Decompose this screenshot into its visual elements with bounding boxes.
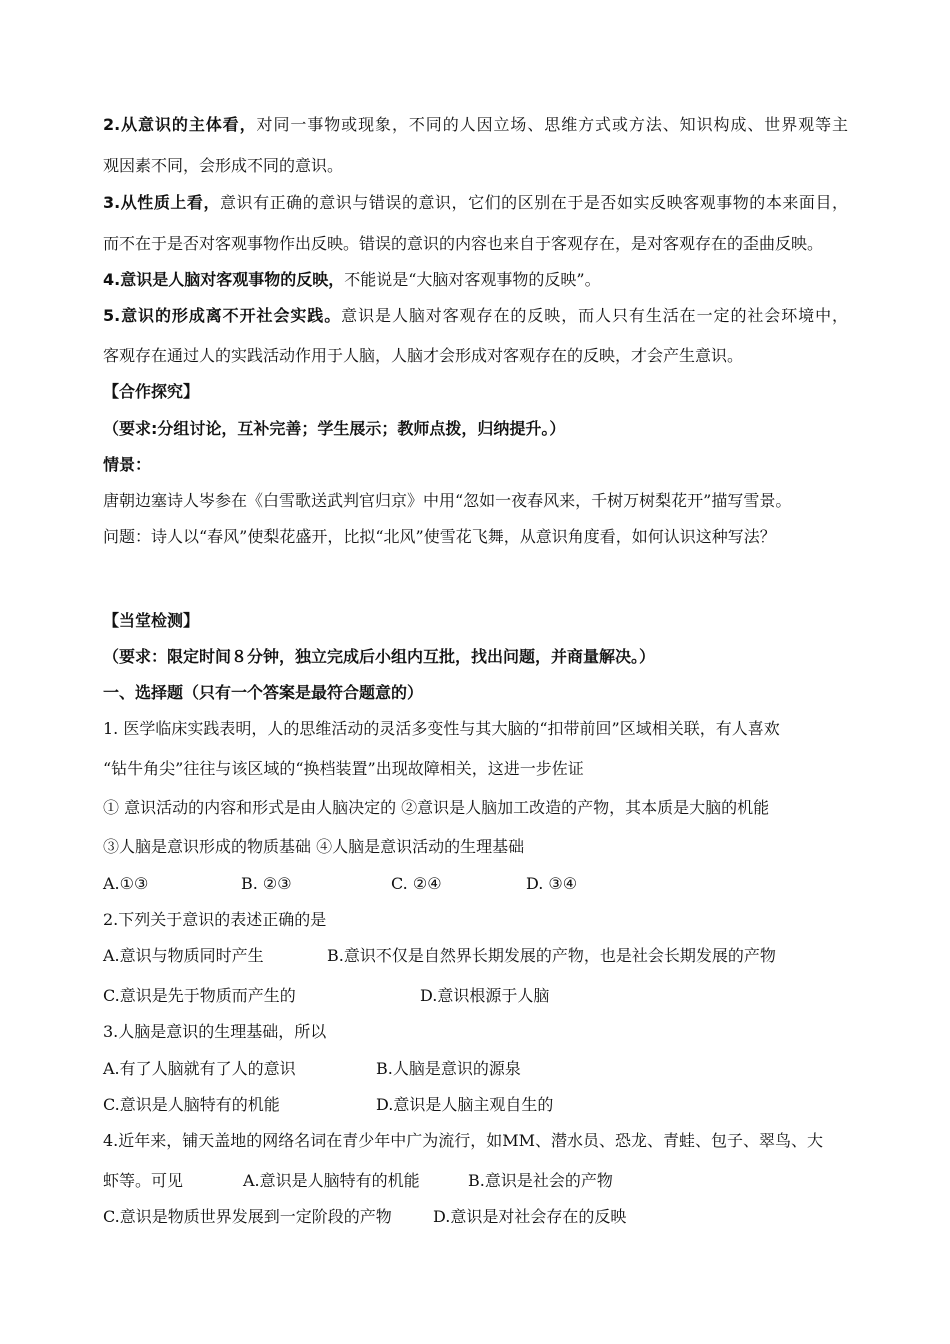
q1-option-c: C. ②④ — [391, 874, 442, 893]
q4-option-c: C.意识是物质世界发展到一定阶段的产物 — [103, 1207, 392, 1226]
q2-options-row-1 — [103, 945, 776, 967]
paragraph-5-text: 意识是人脑对客观存在的反映，而人只有生活在一定的社会环境中， — [341, 306, 848, 325]
scene-text: 唐朝边塞诗人岑参在《白雪歌送武判官归京》中用“忽如一夜春风来，千树万树梨花开”描写雪景。 — [103, 491, 792, 510]
scene-label: 情景： — [103, 455, 152, 474]
paragraph-2-text: 对同一事物或现象，不同的人因立场、思维方式或方法、知识构成、世界观等主 — [256, 115, 848, 134]
q1-stem-line-1: 1. 医学临床实践表明，人的思维活动的灵活多变性与其大脑的“扣带前回”区域相关联，有人喜欢 — [103, 719, 780, 738]
q2-option-b: B.意识不仅是自然界长期发展的产物，也是社会长期发展的产物 — [327, 946, 776, 965]
q1-option-d: D. ③④ — [526, 874, 578, 893]
q3-options-row-1 — [103, 1058, 521, 1080]
paragraph-3-text: 意识有正确的意识与错误的意识，它们的区别在于是否如实反映客观事物的本来面目， — [220, 193, 848, 212]
paragraph-5-lead: 5.意识的形成离不开社会实践。 — [103, 306, 342, 325]
test-requirement: （要求：限定时间８分钟，独立完成后小组内互批，找出问题，并商量解决。） — [103, 647, 656, 666]
q3-option-a: A.有了人脑就有了人的意识 — [103, 1059, 296, 1078]
paragraph-2-line-1 — [103, 114, 848, 136]
q3-option-c: C.意识是人脑特有的机能 — [103, 1095, 280, 1114]
paragraph-4-lead: 4.意识是人脑对客观事物的反映， — [103, 270, 345, 289]
paragraph-3-line-1 — [103, 192, 848, 214]
q3-option-d: D.意识是人脑主观自生的 — [376, 1095, 554, 1114]
q4-option-d: D.意识是对社会存在的反映 — [433, 1207, 627, 1226]
q3-stem: 3.人脑是意识的生理基础，所以 — [103, 1022, 327, 1041]
paragraph-4-text: 不能说是“大脑对客观事物的反映”。 — [344, 270, 601, 289]
q2-option-c: C.意识是先于物质而产生的 — [103, 986, 296, 1005]
q2-option-a: A.意识与物质同时产生 — [103, 946, 264, 965]
q1-items-line-1: ① 意识活动的内容和形式是由人脑决定的 ②意识是人脑加工改造的产物，其本质是大脑的机能 — [103, 798, 770, 817]
q4-option-b: B.意识是社会的产物 — [468, 1171, 613, 1190]
q4-stem-line-2 — [103, 1170, 613, 1192]
paragraph-3-line-2: 而不在于是否对客观事物作出反映。错误的意识的内容也来自于客观存在，是对客观存在的歪曲反映。 — [103, 234, 824, 253]
q4-option-a: A.意识是人脑特有的机能 — [243, 1171, 420, 1190]
q1-items-line-2: ③人脑是意识形成的物质基础 ④人脑是意识活动的生理基础 — [103, 837, 525, 856]
q1-option-b: B. ②③ — [241, 874, 292, 893]
q2-option-d: D.意识根源于人脑 — [420, 986, 550, 1005]
q4-stem-line-1: 4.近年来，铺天盖地的网络名词在青少年中广为流行，如MM、潜水员、恐龙、青蛙、包子、翠鸟、大 — [103, 1131, 824, 1150]
cooperation-requirement: （要求:分组讨论，互补完善；学生展示；教师点拨，归纳提升。） — [103, 419, 566, 438]
cooperation-heading: 【合作探究】 — [103, 382, 200, 401]
paragraph-2-line-2: 观因素不同，会形成不同的意识。 — [103, 156, 344, 175]
q3-option-b: B.人脑是意识的源泉 — [376, 1059, 521, 1078]
q1-options — [103, 873, 577, 895]
paragraph-5-line-1 — [103, 305, 848, 327]
test-heading: 【当堂检测】 — [103, 611, 200, 630]
paragraph-5-line-2: 客观存在通过人的实践活动作用于人脑，人脑才会形成对客观存在的反映，才会产生意识。 — [103, 346, 744, 365]
q4-options-row-2 — [103, 1206, 626, 1228]
q4-stem-tail: 虾等。可见 — [103, 1171, 184, 1190]
paragraph-3-lead: 3.从性质上看， — [103, 193, 220, 212]
q1-stem-line-2: “钻牛角尖”往往与该区域的“换档装置”出现故障相关，这进一步佐证 — [103, 759, 584, 778]
choice-section-title: 一、选择题（只有一个答案是最符合题意的） — [103, 683, 424, 702]
q2-options-row-2 — [103, 985, 549, 1007]
q1-option-a: A.①③ — [103, 874, 149, 893]
paragraph-2-lead: 2.从意识的主体看， — [103, 115, 257, 134]
cooperation-question: 问题：诗人以“春风”使梨花盛开，比拟“北风”使雪花飞舞，从意识角度看，如何认识这种写法？ — [103, 527, 776, 546]
paragraph-4 — [103, 269, 601, 291]
q3-options-row-2 — [103, 1094, 553, 1116]
q2-stem: 2.下列关于意识的表述正确的是 — [103, 910, 327, 929]
